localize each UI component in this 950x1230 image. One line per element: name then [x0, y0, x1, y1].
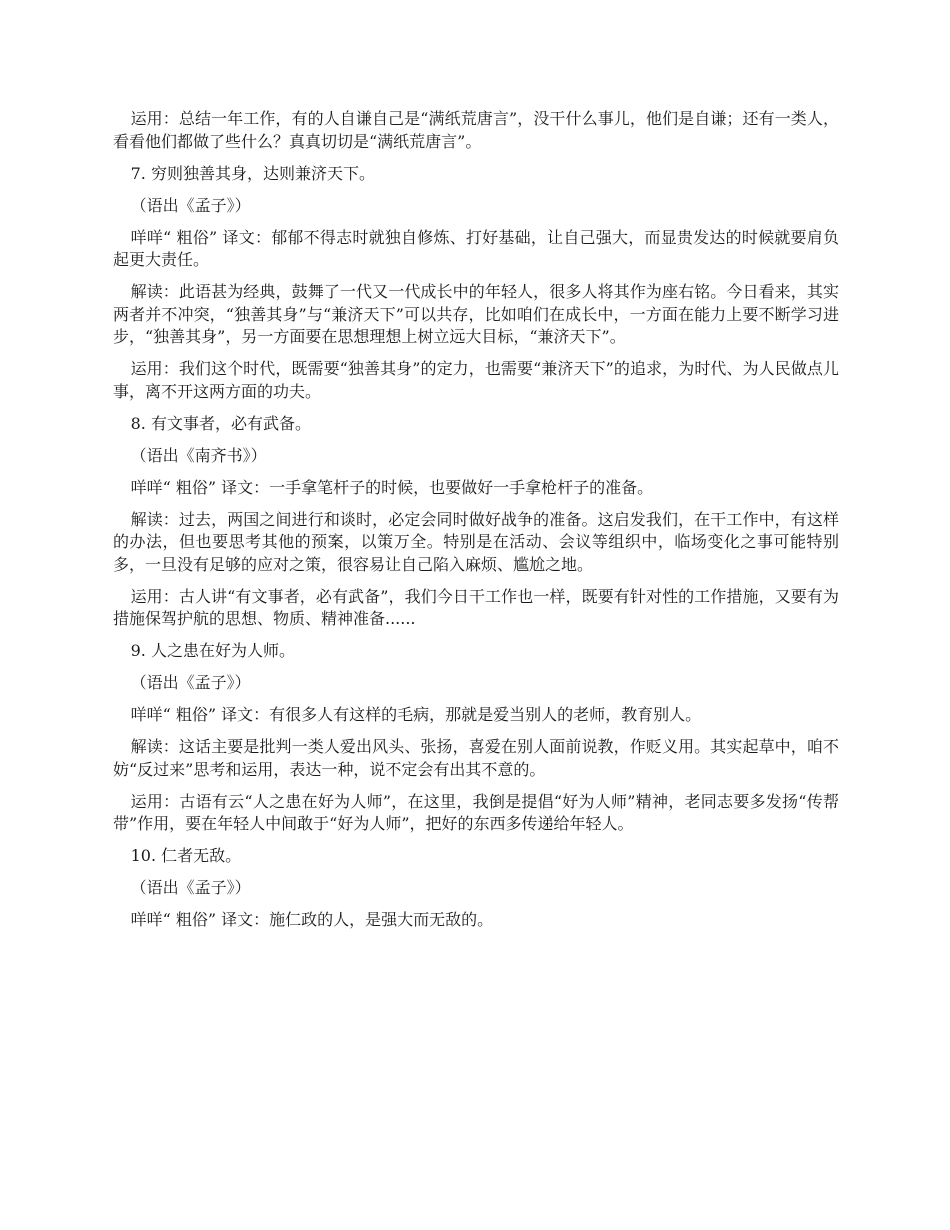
source-note: （语出《孟子》） [130, 673, 251, 692]
heading-item-7: 7. 穷则独善其身，达则兼济天下。 [130, 163, 375, 183]
paragraph-usage: 运用：我们这个时代，既需要“独善其身”的定力，也需要“兼济天下”的追求，为时代、为人民做点儿事，离不开这两方面的功夫。 [113, 359, 839, 401]
paragraph-interpretation: 解读：这话主要是批判一类人爱出风头、张扬，喜爱在别人面前说教，作贬义用。其实起草中，咱不妨“反过来”思考和运用，表达一种，说不定会有出其不意的。 [113, 737, 839, 779]
paragraph-translation: 咩咩“ 粗俗” 译文：有很多人有这样的毛病，那就是爱当别人的老师，教育别人。 [130, 705, 702, 724]
heading-item-9: 9. 人之患在好为人师。 [130, 641, 295, 660]
paragraph-translation: 咩咩“ 粗俗” 译文：郁郁不得志时就独自修炼、打好基础，让自己强大，而显贵发达的时候就要肩负起更大责任。 [113, 227, 839, 269]
paragraph-usage: 运用：古人讲“有文事者，必有武备”，我们今日干工作也一样，既要有针对性的工作措施，又要有为措施保驾护航的思想、物质、精神准备...... [113, 586, 839, 628]
document-body [113, 108, 839, 941]
paragraph-usage: 运用：总结一年工作，有的人自谦自己是“满纸荒唐言”，没干什么事儿，他们是自谦；还有一类人，看看他们都做了些什么？真真切切是“满纸荒唐言”。 [113, 109, 839, 151]
source-note: （语出《孟子》） [130, 878, 251, 897]
paragraph-interpretation: 解读：过去，两国之间进行和谈时，必定会同时做好战争的准备。这启发我们，在干工作中，有这样的办法，但也要思考其他的预案，以策万全。特别是在活动、会议等组织中，临场变化之事可能特别多，一旦没有足够的应对之策，很容易让自己陷入麻烦、尴尬之地。 [113, 509, 839, 574]
paragraph-usage: 运用：古语有云“人之患在好为人师”，在这里，我倒是提倡“好为人师”精神，老同志要多发扬“传帮带”作用，要在年轻人中间敢于“好为人师”，把好的东西多传递给年轻人。 [113, 791, 839, 833]
paragraph-translation: 咩咩“ 粗俗” 译文：一手拿笔杆子的时候，也要做好一手拿枪杆子的准备。 [130, 477, 654, 497]
source-note: （语出《孟子》） [130, 195, 251, 215]
source-note: （语出《南齐书》） [130, 445, 267, 465]
heading-item-10: 10. 仁者无敌。 [130, 846, 242, 865]
paragraph-interpretation: 解读：此语甚为经典，鼓舞了一代又一代成长中的年轻人，很多人将其作为座右铭。今日看来，其实两者并不冲突，“独善其身”与“兼济天下”可以共存，比如咱们在成长中，一方面在能力上要不断学习进步，“独善其身”，另一方面要在思想理想上树立远大目标，“兼济天下”。 [113, 282, 839, 346]
heading-item-8: 8. 有文事者，必有武备。 [130, 413, 311, 433]
paragraph-translation: 咩咩“ 粗俗” 译文：施仁政的人，是强大而无敌的。 [130, 910, 494, 929]
